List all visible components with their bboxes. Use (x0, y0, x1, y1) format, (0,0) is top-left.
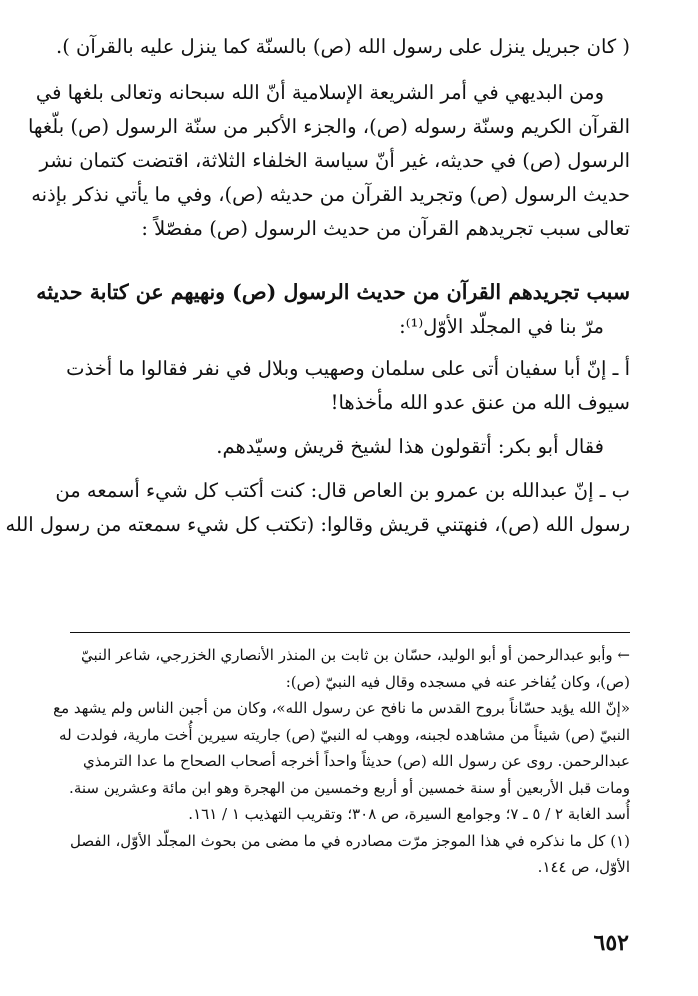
footnote-line: النبيّ (ص) شيئاً من مشاهده لجبنه، ووهب له النبيّ (ص) جاريته سيرين أُخت مارية، فولدت له (59, 725, 630, 744)
footnote-line: (ص)، وكان يُفاخر عنه في مسجده وقال فيه النبيّ (ص): (285, 672, 630, 691)
text-line: ( كان جبريل ينزل على رسول الله (ص) بالسنّة كما ينزل عليه بالقرآن ). (56, 35, 630, 58)
text-line: ب ـ إنّ عبدالله بن عمرو بن العاص قال: كنت أكتب كل شيء أسمعه من (55, 479, 630, 502)
section-heading: سبب تجريدهم القرآن من حديث الرسول (ص) ونهيهم عن كتابة حديثه (36, 280, 630, 304)
text-line: الرسول (ص) في حديثه، غير أنّ سياسة الخلفاء الثلاثة، اقتضت كتمان نشر (39, 149, 630, 172)
text-line: القرآن الكريم وسنّة رسوله (ص)، والجزء الأكبر من سنّة الرسول (ص) بلّغها (27, 115, 630, 138)
main-text (5, 30, 630, 542)
text-line: مرّ بنا في المجلّد الأوّل⁽¹⁾: (399, 315, 604, 338)
footnotes (53, 642, 630, 881)
footnote-line: عبدالرحمن. روى عن رسول الله (ص) حديثاً واحداً أخرجه أصحاب الصحاح ما عدا الترمذي (82, 752, 630, 770)
text-line: فقال أبو بكر: أتقولون هذا لشيخ قريش وسيّدهم. (216, 435, 604, 458)
footnote-line: «إنّ الله يؤيد حسّاناً بروح القدس ما نافح عن رسول الله»، وكان من أجبن الناس ولم يشهد مع (53, 699, 630, 717)
footnote-line: (١) كل ما نذكره في هذا الموجز مرّت مصادره في ما مضى من بحوث المجلّد الأوّل، الفصل (70, 831, 630, 850)
text-line: ومن البديهي في أمر الشريعة الإسلامية أنّ الله سبحانه وتعالى بلغها في (35, 81, 604, 104)
text-line: حديث الرسول (ص) وتجريد القرآن من حديثه (ص)، وفي ما يأتي نذكر بإذنه (31, 183, 630, 206)
footnote-divider (70, 632, 630, 633)
footnote-line: ومات قبل الأربعين أو سنة خمسين أو أربع وخمسين من الهجرة وهو ابن مائة وعشرين سنة. (69, 778, 630, 797)
text-line: تعالى سبب تجريدهم القرآن من حديث الرسول (ص) مفصّلاً : (141, 217, 630, 240)
footnote-line: ← وأبو عبدالرحمن أو أبو الوليد، حسّان بن ثابت بن المنذر الأنصاري الخزرجي، شاعر النبيّ (81, 646, 630, 664)
text-line: أ ـ إنّ أبا سفيان أتى على سلمان وصهيب وبلال في نفر فقالوا ما أخذت (66, 357, 630, 380)
page-number: ٦٥٢ (593, 930, 629, 956)
footnote-line: أُسد الغابة ٢ / ٥ ـ ٧؛ وجوامع السيرة، ص ٣٠٨؛ وتقريب التهذيب ١ / ١٦١. (188, 805, 630, 823)
text-line: رسول الله (ص)، فنهتني قريش وقالوا: (تكتب كل شيء سمعته من رسول الله (5, 513, 630, 536)
footnote-line: الأوّل، ص ١٤٤. (537, 858, 630, 876)
text-line: سيوف الله من عنق عدو الله مأخذها! (330, 391, 630, 414)
